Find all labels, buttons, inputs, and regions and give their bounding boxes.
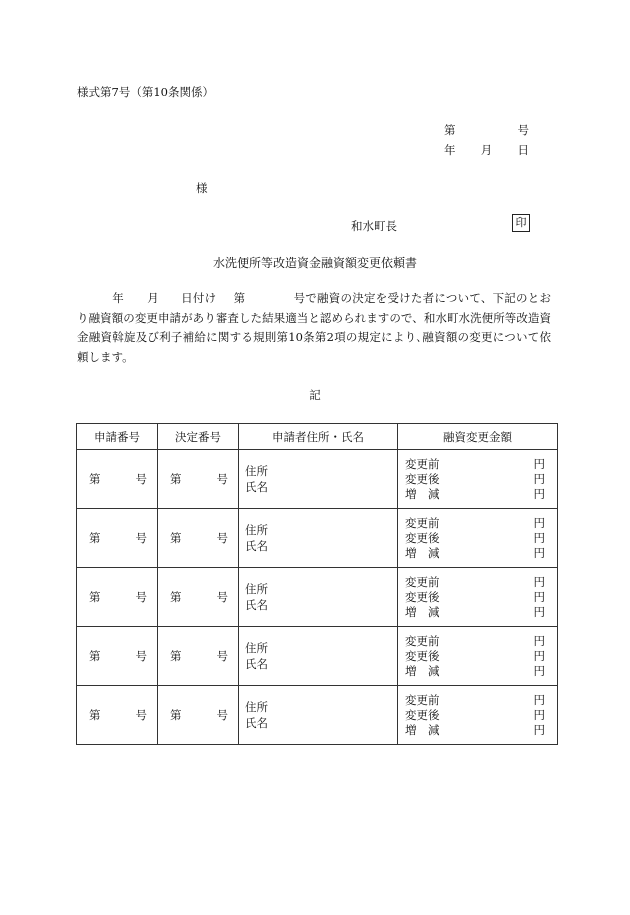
address-label: 住所 (245, 641, 268, 655)
yen-unit: 円 (533, 633, 545, 648)
name-label: 氏名 (245, 598, 268, 612)
body-paragraph (77, 289, 551, 367)
date-month: 月 (480, 143, 493, 157)
address-label: 住所 (245, 700, 268, 714)
after-label: 変更後 (405, 471, 440, 486)
app-dai: 第 (89, 531, 101, 545)
document-date-line (444, 142, 529, 158)
after-label: 変更後 (405, 530, 440, 545)
date-day: 日 (517, 143, 529, 157)
yen-unit: 円 (533, 574, 545, 589)
app-dai: 第 (89, 649, 101, 663)
dec-dai: 第 (170, 531, 182, 545)
after-label: 変更後 (405, 589, 440, 604)
app-go: 号 (135, 708, 147, 722)
application-number-cell (77, 509, 158, 568)
applicant-cell (239, 627, 398, 686)
loan-change-table (76, 423, 558, 745)
name-label: 氏名 (245, 716, 268, 730)
amount-cell (398, 509, 558, 568)
applicant-cell (239, 686, 398, 745)
before-label: 変更前 (405, 574, 440, 589)
decision-number-cell (158, 686, 239, 745)
header-decision-number: 決定番号 (158, 424, 239, 450)
app-go: 号 (135, 649, 147, 663)
amount-cell (398, 450, 558, 509)
amount-cell (398, 568, 558, 627)
number-prefix: 第 (444, 123, 456, 137)
application-number-cell (77, 627, 158, 686)
applicant-cell (239, 568, 398, 627)
decision-number-cell (158, 568, 239, 627)
yen-unit: 円 (533, 530, 545, 545)
table-row (77, 686, 558, 745)
body-month: 月 (146, 291, 159, 305)
app-dai: 第 (89, 472, 101, 486)
issuer-name: 和水町長 (351, 219, 397, 233)
date-year: 年 (444, 143, 456, 157)
header-amount: 融資変更金額 (398, 424, 558, 450)
dec-go: 号 (216, 708, 228, 722)
before-label: 変更前 (405, 633, 440, 648)
body-day: 日付け (180, 291, 217, 305)
yen-unit: 円 (533, 692, 545, 707)
decision-number-cell (158, 509, 239, 568)
amount-cell (398, 686, 558, 745)
table-row (77, 627, 558, 686)
header-applicant: 申請者住所・氏名 (239, 424, 398, 450)
decision-number-cell (158, 450, 239, 509)
dec-dai: 第 (170, 708, 182, 722)
ki-heading: 記 (309, 388, 321, 402)
yen-unit: 円 (533, 589, 545, 604)
dec-go: 号 (216, 590, 228, 604)
change-label: 増 減 (405, 604, 440, 619)
applicant-cell (239, 450, 398, 509)
change-label: 増 減 (405, 663, 440, 678)
before-label: 変更前 (405, 692, 440, 707)
application-number-cell (77, 450, 158, 509)
app-go: 号 (135, 590, 147, 604)
table-row (77, 509, 558, 568)
yen-unit: 円 (533, 648, 545, 663)
table-row (77, 450, 558, 509)
dec-dai: 第 (170, 472, 182, 486)
app-dai: 第 (89, 708, 101, 722)
address-label: 住所 (245, 523, 268, 537)
table-header-row (77, 424, 558, 450)
decision-number-cell (158, 627, 239, 686)
dec-dai: 第 (170, 649, 182, 663)
body-year: 年 (112, 291, 124, 305)
name-label: 氏名 (245, 657, 268, 671)
dec-dai: 第 (170, 590, 182, 604)
application-number-cell (77, 568, 158, 627)
address-label: 住所 (245, 582, 268, 596)
yen-unit: 円 (533, 722, 545, 737)
seal-stamp: 印 (512, 214, 530, 232)
applicant-cell (239, 509, 398, 568)
name-label: 氏名 (245, 539, 268, 553)
amount-cell (398, 627, 558, 686)
app-go: 号 (135, 531, 147, 545)
after-label: 変更後 (405, 648, 440, 663)
yen-unit: 円 (533, 456, 545, 471)
document-title: 水洗便所等改造資金融資額変更依頼書 (212, 256, 417, 270)
change-label: 増 減 (405, 722, 440, 737)
dec-go: 号 (216, 472, 228, 486)
form-number: 様式第7号（第10条関係） (77, 85, 214, 99)
yen-unit: 円 (533, 486, 545, 501)
address-label: 住所 (245, 464, 268, 478)
application-number-cell (77, 686, 158, 745)
body-text: 号で融資の決定を受けた者について、下記のとおり融資額の変更申請があり審査した結果適当と認められますので、和水町水洗便所等改造資金融資斡旋及び利子補給に関する規則第10条第2項の規定により､融資額の変更について依頼します。 (77, 291, 552, 364)
app-go: 号 (135, 472, 147, 486)
yen-unit: 円 (533, 545, 545, 560)
yen-unit: 円 (533, 707, 545, 722)
dec-go: 号 (216, 531, 228, 545)
table-row (77, 568, 558, 627)
change-label: 増 減 (405, 486, 440, 501)
name-label: 氏名 (245, 480, 268, 494)
before-label: 変更前 (405, 515, 440, 530)
after-label: 変更後 (405, 707, 440, 722)
yen-unit: 円 (533, 515, 545, 530)
yen-unit: 円 (533, 663, 545, 678)
document-number-line (444, 122, 529, 138)
number-suffix: 号 (517, 123, 529, 137)
addressee-honorific: 様 (196, 181, 208, 195)
dec-go: 号 (216, 649, 228, 663)
header-application-number: 申請番号 (77, 424, 158, 450)
body-dai: 第 (233, 291, 246, 305)
yen-unit: 円 (533, 604, 545, 619)
app-dai: 第 (89, 590, 101, 604)
before-label: 変更前 (405, 456, 440, 471)
yen-unit: 円 (533, 471, 545, 486)
change-label: 増 減 (405, 545, 440, 560)
